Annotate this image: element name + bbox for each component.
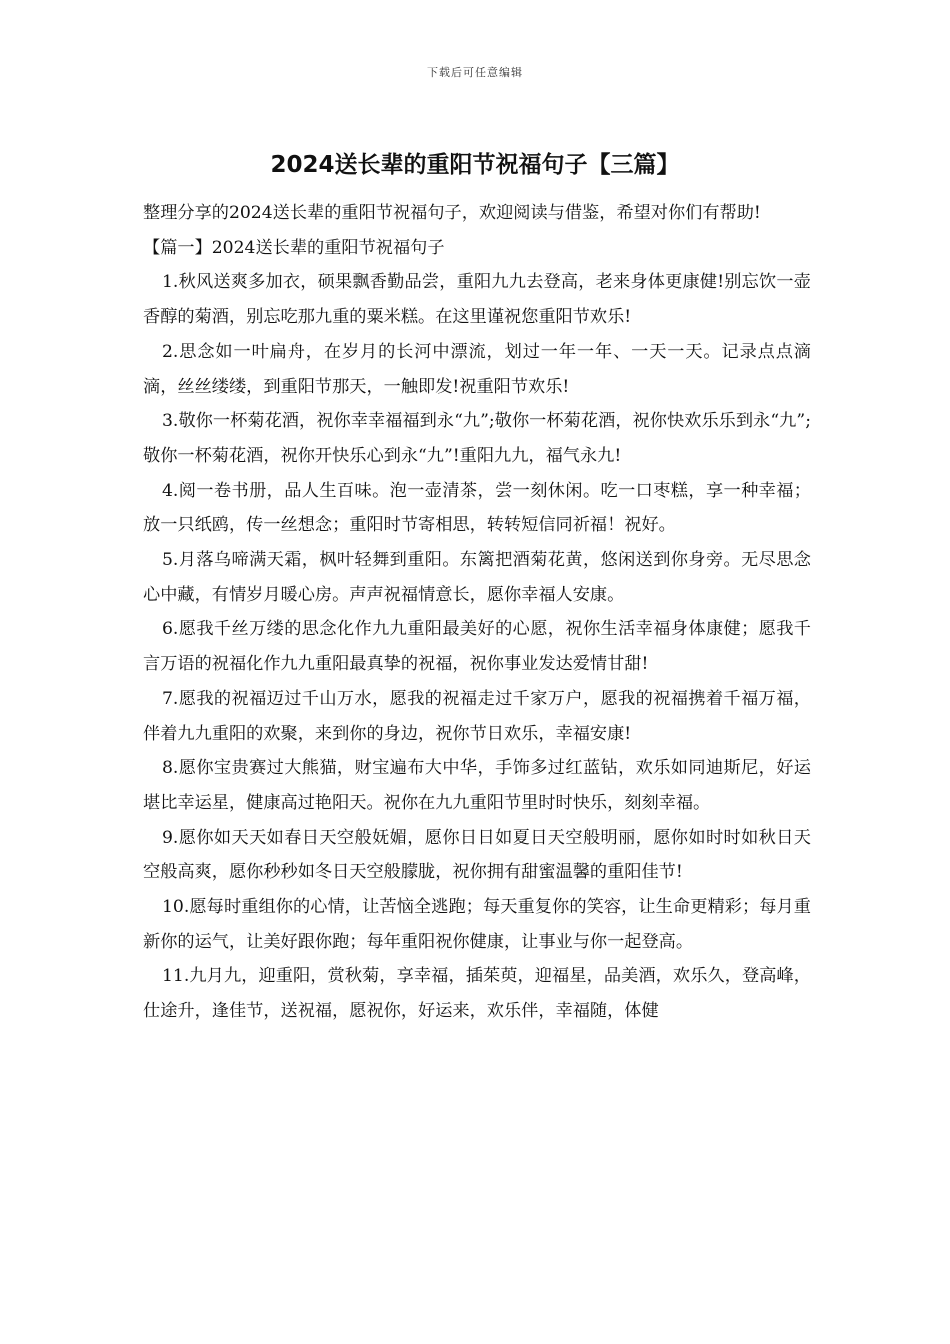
blessing-item-6: 6.愿我千丝万缕的思念化作九九重阳最美好的心愿，祝你生活幸福身体康健；愿我千言万语的祝福化作九九重阳最真挚的祝福，祝你事业发达爱情甘甜! — [143, 619, 811, 675]
blessing-item-1: 1.秋风送爽多加衣，硕果飘香勤品尝，重阳九九去登高，老来身体更康健!别忘饮一壶香醇的菊酒，别忘吃那九重的粟米糕。在这里谨祝您重阳节欢乐! — [143, 272, 811, 328]
blessing-item-7: 7.愿我的祝福迈过千山万水，愿我的祝福走过千家万户，愿我的祝福携着千福万福，伴着九九重阳的欢聚，来到你的身边，祝你节日欢乐，幸福安康! — [143, 688, 811, 744]
blessing-item-4: 4.阅一卷书册，品人生百味。泡一壶清茶，尝一刻休闲。吃一口枣糕，享一种幸福；放一只纸鸥，传一丝想念；重阳时节寄相思，转转短信同祈福！祝好。 — [143, 480, 811, 536]
page-header-note: 下载后可任意编辑 — [427, 66, 523, 79]
blessing-item-2: 2.思念如一叶扁舟，在岁月的长河中漂流，划过一年一年、一天一天。记录点点滴滴，丝丝缕缕，到重阳节那天，一触即发!祝重阳节欢乐! — [143, 341, 811, 397]
section-heading: 【篇一】2024送长辈的重阳节祝福句子 — [143, 237, 445, 258]
document-body — [143, 196, 811, 1029]
blessing-item-8: 8.愿你宝贵赛过大熊猫，财宝遍布大中华，手饰多过红蓝钻，欢乐如同迪斯尼，好运堪比幸运星，健康高过艳阳天。祝你在九九重阳节里时时快乐，刻刻幸福。 — [143, 758, 811, 813]
blessing-item-3: 3.敬你一杯菊花酒，祝你幸幸福福到永“九”;敬你一杯菊花酒，祝你快欢乐乐到永“九”;敬你一杯菊花酒，祝你开快乐心到永“九”!重阳九九，福气永九! — [143, 411, 811, 466]
blessing-item-11: 11.九月九，迎重阳，赏秋菊，享幸福，插茱萸，迎福星，品美酒，欢乐久，登高峰，仕途升，逢佳节，送祝福，愿祝你，好运来，欢乐伴，幸福随，体健 — [143, 966, 811, 1022]
blessing-item-5: 5.月落乌啼满天霜，枫叶轻舞到重阳。东篱把酒菊花黄，悠闲送到你身旁。无尽思念心中藏，有情岁月暖心房。声声祝福情意长，愿你幸福人安康。 — [143, 550, 811, 605]
blessing-item-10: 10.愿每时重组你的心情，让苦恼全逃跑；每天重复你的笑容，让生命更精彩；每月重新你的运气，让美好跟你跑；每年重阳祝你健康，让事业与你一起登高。 — [143, 897, 811, 952]
intro-paragraph: 整理分享的2024送长辈的重阳节祝福句子，欢迎阅读与借鉴，希望对你们有帮助! — [143, 203, 761, 223]
document-title: 2024送长辈的重阳节祝福句子【三篇】 — [270, 152, 680, 178]
blessing-item-9: 9.愿你如天天如春日天空般妩媚，愿你日日如夏日天空般明丽，愿你如时时如秋日天空般高爽，愿你秒秒如冬日天空般朦胧，祝你拥有甜蜜温馨的重阳佳节! — [143, 827, 811, 883]
